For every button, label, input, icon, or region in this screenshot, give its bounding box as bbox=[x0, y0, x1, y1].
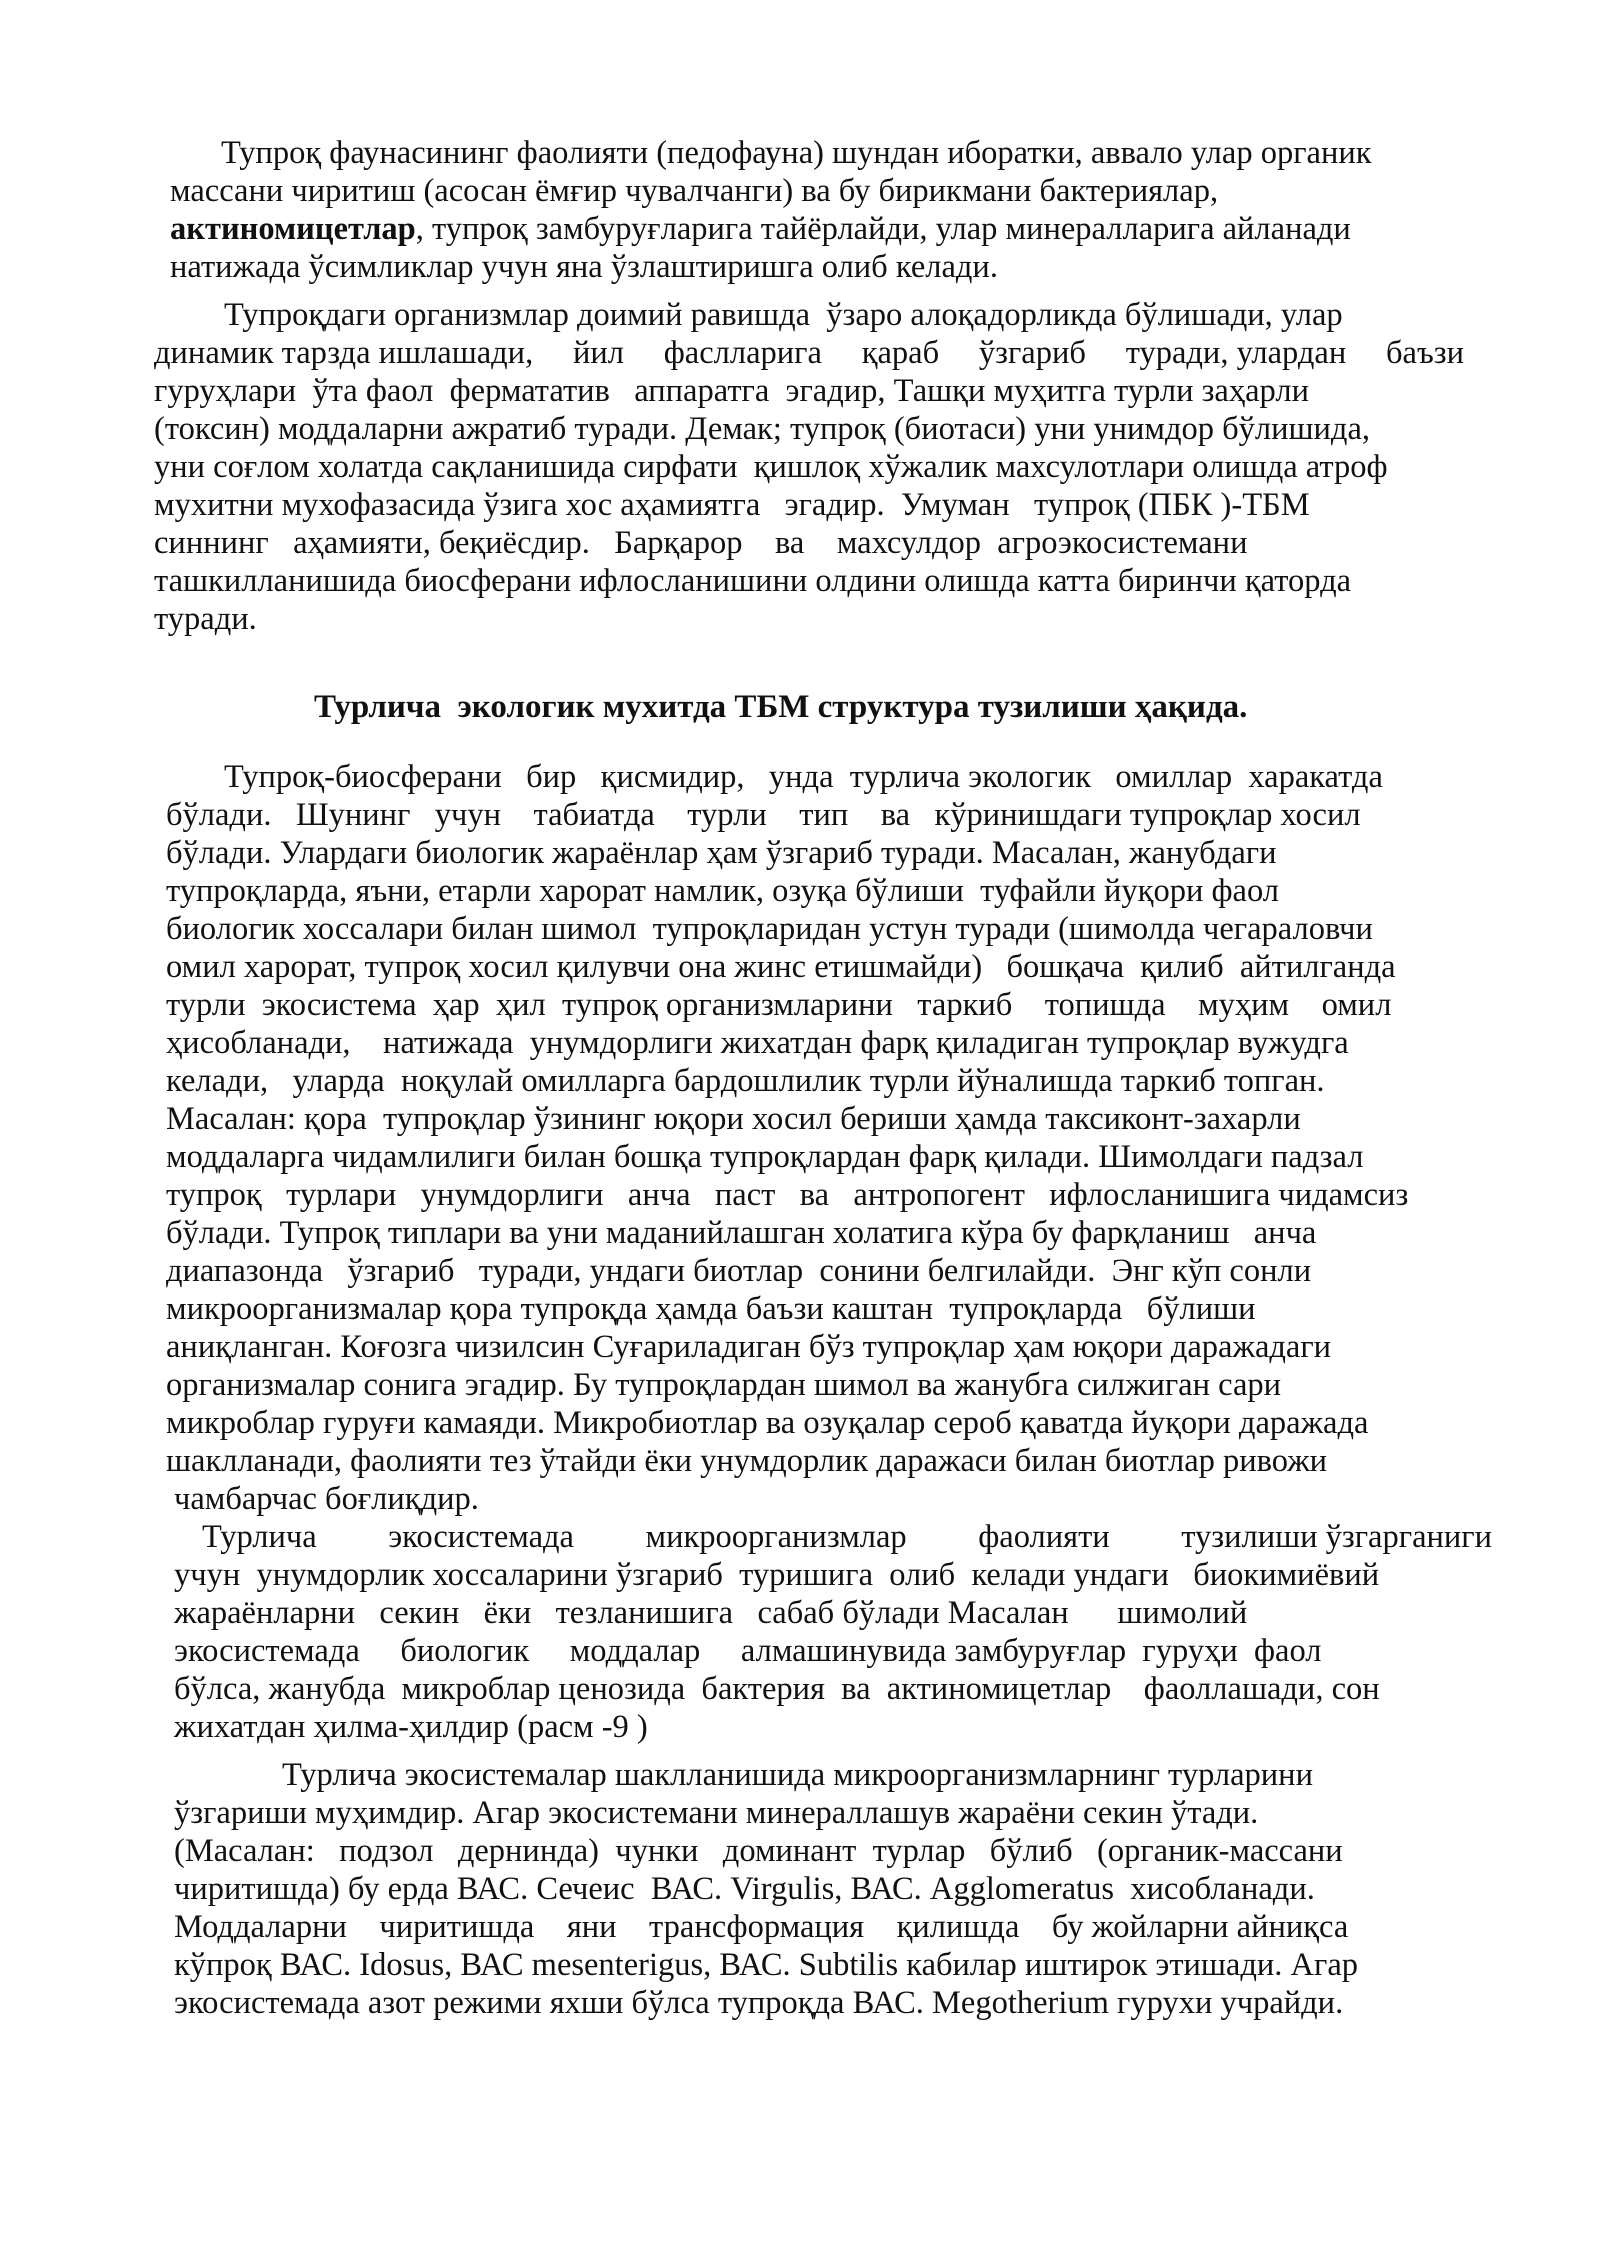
text-line: ўзгариши муҳимдир. Агар экосистемани минераллашув жараёни секин ўтади. bbox=[174, 1795, 1259, 1831]
word: ўзгариб bbox=[978, 335, 1086, 371]
word: микроорганизмлар bbox=[645, 1519, 907, 1555]
text-line: бўлади. Тупроқ типлари ва уни маданийлашган холатига кўра бу фарқланиш анча bbox=[166, 1215, 1317, 1251]
text-line: жараёнларни секин ёки тезланишига сабаб бўлади Масалан шимолий bbox=[174, 1595, 1248, 1631]
text-line: тупроқларда, яъни, етарли харорат намлик, озуқа бўлиши туфайли йуқори фаол bbox=[166, 873, 1279, 909]
text-line: синнинг аҳамияти, беқиёсдир. Барқарор ва махсулдор агроэкосистемани bbox=[154, 525, 1248, 561]
text-line: Тупроқ фаунасининг фаолияти (педофауна) шундан иборатки, аввало улар органик bbox=[221, 135, 1372, 171]
text-line: натижада ўсимликлар учун яна ўзлаштиришга олиб келади. bbox=[170, 249, 998, 285]
text-line: жихатдан ҳилма-ҳилдир (расм -9 ) bbox=[174, 1709, 648, 1745]
word: туради, улардан bbox=[1125, 335, 1347, 371]
text-line: учун унумдорлик хоссаларини ўзгариб туришига олиб келади ундаги биокимиёвий bbox=[174, 1557, 1380, 1593]
text-line: Моддаларни чиритишда яни трансформация қилишда бу жойларни айниқса bbox=[174, 1909, 1349, 1945]
word: фаслларига bbox=[663, 335, 822, 371]
text-line: Масалан: қора тупроқлар ўзининг юқори хосил бериши ҳамда таксиконт-захарли bbox=[166, 1101, 1301, 1137]
text-line: массани чиритиш (асосан ёмғир чувалчанги) ва бу бирикмани бактериялар, bbox=[170, 173, 1219, 209]
text-line: Тупроқ-биосферани бир қисмидир, унда турлича экологик омиллар харакатда bbox=[224, 759, 1383, 795]
word: динамик тарзда ишлашади, bbox=[154, 335, 534, 371]
text-line: тупроқ турлари унумдорлиги анча паст ва антропогент ифлосланишига чидамсиз bbox=[166, 1177, 1409, 1213]
word: фаолияти bbox=[978, 1519, 1110, 1555]
text-line: кўпроқ ВАС. Idosus, ВАС mesenterigus, ВАС. Subtilis кабилар иштирок этишади. Агар bbox=[174, 1947, 1359, 1983]
text-line: диапазонда ўзгариб туради, ундаги биотлар сонини белгилайди. Энг кўп сонли bbox=[166, 1253, 1312, 1289]
text-line: гуруҳлари ўта фаол фермататив аппаратга эгадир, Ташқи муҳитга турли заҳарли bbox=[154, 373, 1309, 409]
word: тузилиши ўзгарганиги bbox=[1181, 1519, 1492, 1555]
text-line: Турлича экосистемалар шаклланишида микроорганизмларнинг турларини bbox=[282, 1757, 1313, 1793]
word: Турлича bbox=[202, 1519, 317, 1555]
word: йил bbox=[572, 335, 624, 371]
text-line: моддаларга чидамлилиги билан бошқа тупроқлардан фарқ қилади. Шимолдаги падзал bbox=[166, 1139, 1364, 1175]
text-line: аниқланган. Коғозга чизилсин Суғариладиган бўз тупроқлар ҳам юқори даражадаги bbox=[166, 1329, 1332, 1365]
bold-term: актиномицетлар bbox=[170, 211, 416, 247]
text-line: туради. bbox=[154, 601, 257, 637]
text-line: бўлади. Улардаги биологик жараёнлар ҳам ўзгариб туради. Масалан, жанубдаги bbox=[166, 835, 1277, 871]
text-line: мухитни мухофазасида ўзига хос аҳамиятга эгадир. Умуман тупроқ (ПБК )-ТБМ bbox=[154, 487, 1310, 523]
text-line: Тупроқдаги организмлар доимий равишда ўзаро алоқадорликда бўлишади, улар bbox=[224, 297, 1343, 333]
text-line: экосистемада азот режими яхши бўлса тупроқда ВАС. Megotherium гурухи учрайди. bbox=[174, 1985, 1344, 2021]
word: баъзи bbox=[1385, 335, 1464, 371]
word: қараб bbox=[861, 335, 940, 371]
text-line: чамбарчас боғлиқдир. bbox=[174, 1481, 479, 1517]
word: экосистемада bbox=[388, 1519, 574, 1555]
text-span: , тупроқ замбуруғларига тайёрлайди, улар минералларига айланади bbox=[415, 211, 1351, 247]
text-line: экосистемада биологик моддалар алмашинувида замбуруғлар гуруҳи фаол bbox=[174, 1633, 1322, 1669]
text-line: келади, уларда ноқулай омилларга бардошлилик турли йўналишда таркиб топган. bbox=[166, 1063, 1325, 1099]
text-line: бўлади. Шунинг учун табиатда турли тип ва кўринишдаги тупроқлар хосил bbox=[166, 797, 1361, 833]
text-line bbox=[202, 1518, 1492, 1556]
text-line bbox=[170, 210, 1351, 248]
section-heading: Турлича экологик мухитда ТБМ структура тузилиши ҳақида. bbox=[314, 689, 1248, 725]
text-line: бўлса, жанубда микроблар ценозида бактерия ва актиномицетлар фаоллашади, сон bbox=[174, 1671, 1380, 1707]
text-line: ташкилланишида биосферани ифлосланишини олдини олишда катта биринчи қаторда bbox=[154, 563, 1352, 599]
text-line: биологик хоссалари билан шимол тупроқларидан устун туради (шимолда чегараловчи bbox=[166, 911, 1373, 947]
text-line: чиритишда) бу ерда ВАС. Сечеис ВАС. Virgulis, ВАС. Agglomeratus хисобланади. bbox=[174, 1871, 1315, 1907]
text-line: микроблар гуруғи камаяди. Микробиотлар ва озуқалар сероб қаватда йуқори даражада bbox=[166, 1405, 1369, 1441]
text-line: омил харорат, тупроқ хосил қилувчи она жинс етишмайди) бошқача қилиб айтилганда bbox=[166, 949, 1396, 985]
text-line: ҳисобланади, натижада унумдорлиги жихатдан фарқ қиладиган тупроқлар вужудга bbox=[166, 1025, 1349, 1061]
text-line: уни соғлом холатда сақланишида сирфати қишлоқ хўжалик махсулотлари олишда атроф bbox=[154, 449, 1388, 485]
text-line bbox=[154, 334, 1464, 372]
text-line: турли экосистема ҳар ҳил тупроқ организмларини таркиб топишда муҳим омил bbox=[166, 987, 1392, 1023]
text-line: микроорганизмалар қора тупроқда ҳамда баъзи каштан тупроқларда бўлиши bbox=[166, 1291, 1256, 1327]
text-line: организмалар сонига эгадир. Бу тупроқлардан шимол ва жанубга силжиган сари bbox=[166, 1367, 1282, 1403]
text-line: (Масалан: подзол дернинда) чунки доминант турлар бўлиб (органик-массани bbox=[174, 1833, 1343, 1869]
text-line: шаклланади, фаолияти тез ўтайди ёки унумдорлик даражаси билан биотлар ривожи bbox=[166, 1443, 1328, 1479]
text-line: (токсин) моддаларни ажратиб туради. Демак; тупроқ (биотаси) уни унимдор бўлишида, bbox=[154, 411, 1371, 447]
